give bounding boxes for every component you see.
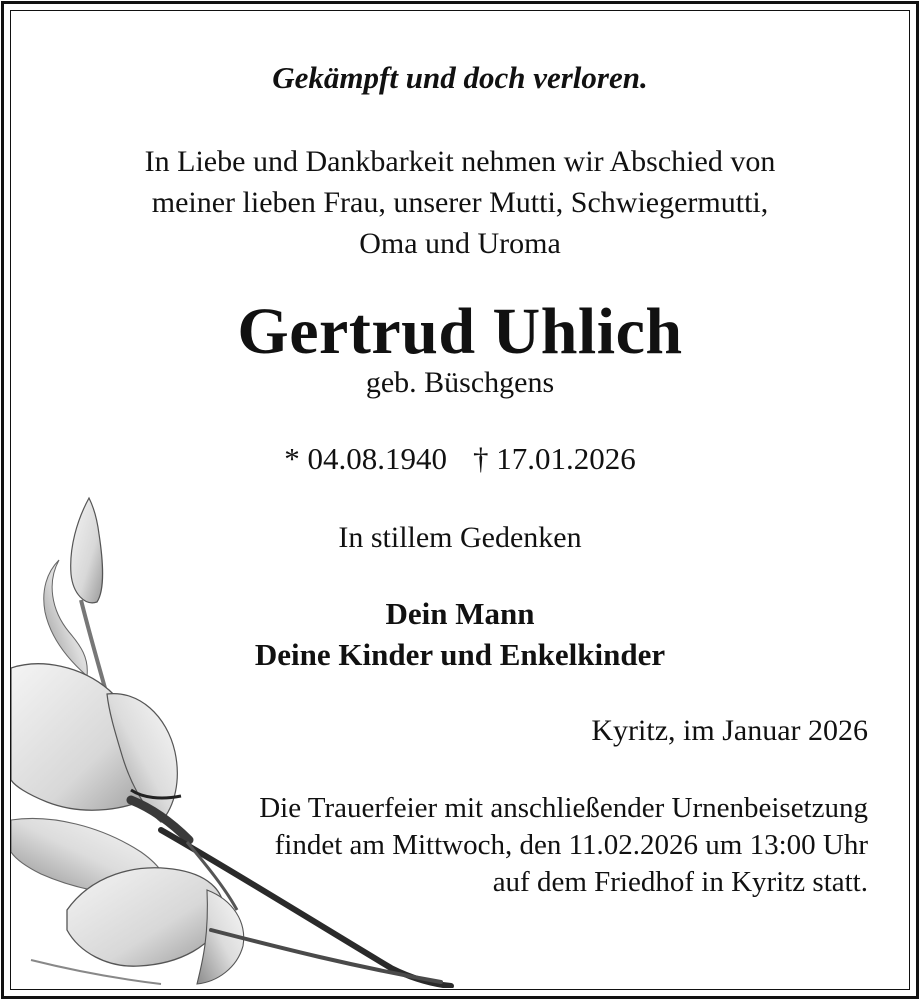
memory-line: In stillem Gedenken — [338, 521, 582, 554]
funeral-line-3: auf dem Friedhof in Kyritz statt. — [492, 866, 868, 898]
family-line-1: Dein Mann — [385, 596, 535, 631]
life-dates — [0, 441, 920, 477]
deceased-name: Gertrud Uhlich — [237, 295, 683, 368]
birth-date: * 04.08.1940 — [284, 441, 447, 476]
funeral-line-2: findet am Mittwoch, den 11.02.2026 um 13:00 Uhr — [274, 829, 868, 861]
motto: Gekämpft und doch verloren. — [272, 60, 648, 95]
intro-line-1: In Liebe und Dankbarkeit nehmen wir Abschied von — [144, 145, 776, 178]
birth-name: geb. Büschgens — [365, 366, 555, 399]
calla-lily-illustration — [11, 490, 481, 988]
place-date: Kyritz, im Januar 2026 — [591, 714, 868, 747]
intro-line-3: Oma und Uroma — [359, 227, 561, 260]
death-date: † 17.01.2026 — [473, 441, 636, 476]
intro-line-2: meiner lieben Frau, unserer Mutti, Schwiegermutti, — [151, 186, 769, 219]
family-line-2: Deine Kinder und Enkelkinder — [254, 637, 666, 672]
funeral-line-1: Die Trauerfeier mit anschließender Urnenbeisetzung — [259, 792, 868, 824]
